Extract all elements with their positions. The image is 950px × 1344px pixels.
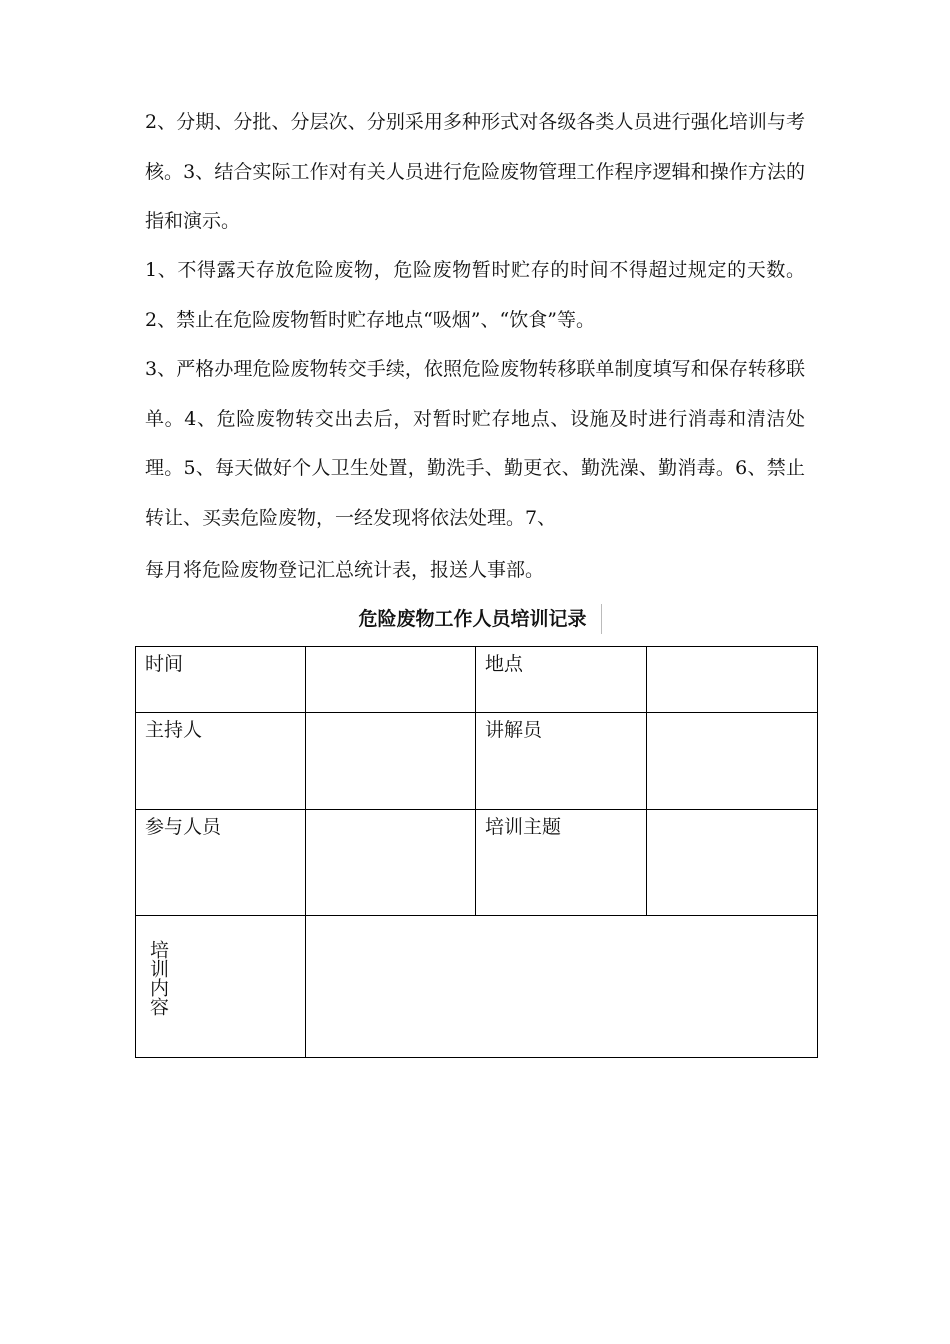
paragraph-transfer-rules: 3、严格办理危险废物转交手续，依照危险废物转移联单制度填写和保存转移联单。4、危险废物转交出去后，对暂时贮存地点、设施及时进行消毒和清洁处理。5、每天做好个人卫生处置，勤洗手、勤更衣、勤洗澡、勤消毒。6、禁止转让、买卖危险废物，一经发现将依法处理。7、 — [145, 358, 805, 529]
topic-field[interactable] — [647, 810, 818, 916]
paragraph-reporting: 每月将危险废物登记汇总统计表，报送人事部。 — [145, 559, 545, 581]
content-label: 培训内容 — [147, 940, 169, 1016]
content-label-cell — [136, 916, 306, 1058]
host-label: 主持人 — [136, 713, 306, 810]
host-field[interactable] — [306, 713, 476, 810]
time-field[interactable] — [306, 647, 476, 713]
participants-label: 参与人员 — [136, 810, 306, 916]
training-record-table — [135, 646, 818, 1058]
lecturer-label: 讲解员 — [476, 713, 647, 810]
table-row — [136, 713, 818, 810]
topic-label: 培训主题 — [476, 810, 647, 916]
paragraph-training: 2、分期、分批、分层次、分别采用多种形式对各级各类人员进行强化培训与考核。3、结合实际工作对有关人员进行危险废物管理工作程序逻辑和操作方法的指和演示。 — [145, 111, 805, 232]
table-row — [136, 647, 818, 713]
paragraph-storage-rules: 1、不得露天存放危险废物，危险废物暂时贮存的时间不得超过规定的天数。2、禁止在危险废物暂时贮存地点“吸烟”、“饮食”等。 — [145, 259, 805, 331]
table-row — [136, 810, 818, 916]
time-label: 时间 — [136, 647, 306, 713]
participants-field[interactable] — [306, 810, 476, 916]
place-label: 地点 — [476, 647, 647, 713]
form-title: 危险废物工作人员培训记录 — [344, 604, 602, 634]
lecturer-field[interactable] — [647, 713, 818, 810]
table-row — [136, 916, 818, 1058]
content-field[interactable] — [306, 916, 818, 1058]
place-field[interactable] — [647, 647, 818, 713]
